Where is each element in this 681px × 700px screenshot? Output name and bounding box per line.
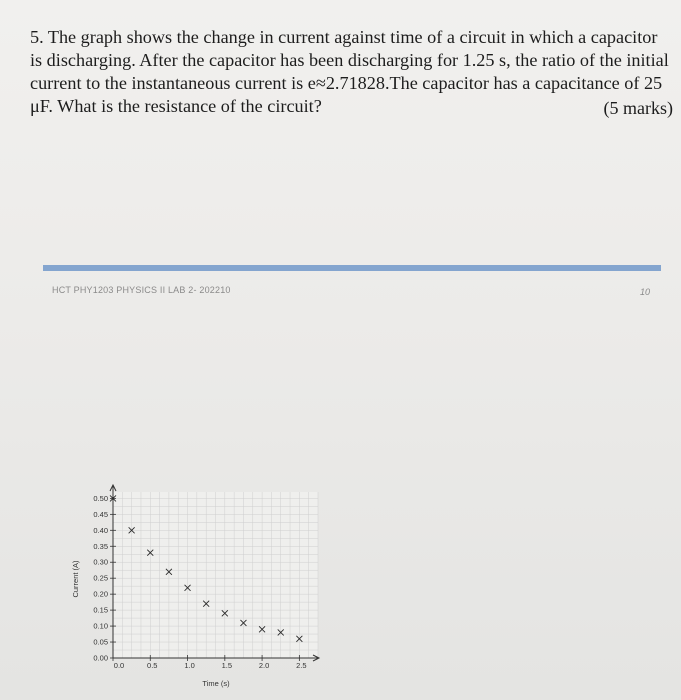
- x-tick-label: 2.5: [296, 661, 307, 670]
- y-tick-label: 0.30: [93, 557, 108, 567]
- x-tick-label: 1.5: [221, 661, 233, 670]
- y-tick-label: 0.00: [93, 653, 108, 663]
- y-tick-label: 0.15: [93, 605, 108, 615]
- x-tick-label: 1.0: [184, 661, 195, 670]
- y-tick-label: 0.40: [93, 525, 108, 535]
- y-axis-label: Current (A): [71, 560, 80, 598]
- question-text: 5. The graph shows the change in current against time of a circuit in which a capacitor is discharging. After the capacitor has been discharging for 1.25 s, the ratio of the initial current to the instantaneous current is e≈2.71828.The capacitor has a capacitance of 25 μF. What is the resistance of the circuit?: [30, 27, 669, 116]
- y-tick-label: 0.25: [93, 573, 108, 583]
- x-tick-label: 0.5: [147, 661, 158, 670]
- x-tick-label: 0.0: [113, 661, 125, 670]
- marks-label: (5 marks): [603, 98, 673, 118]
- y-tick-label: 0.45: [93, 509, 108, 519]
- course-footer-label: HCT PHY1203 PHYSICS II LAB 2- 202210: [52, 285, 231, 295]
- x-axis-label: Time (s): [202, 679, 230, 688]
- y-tick-label: 0.20: [93, 589, 108, 599]
- y-tick-label: 0.10: [93, 621, 108, 631]
- y-tick-label: 0.50: [93, 493, 108, 503]
- x-tick-label: 2.0: [258, 661, 270, 670]
- y-tick-label: 0.35: [93, 541, 108, 551]
- page-number: 10: [640, 287, 651, 297]
- y-tick-label: 0.05: [93, 637, 108, 647]
